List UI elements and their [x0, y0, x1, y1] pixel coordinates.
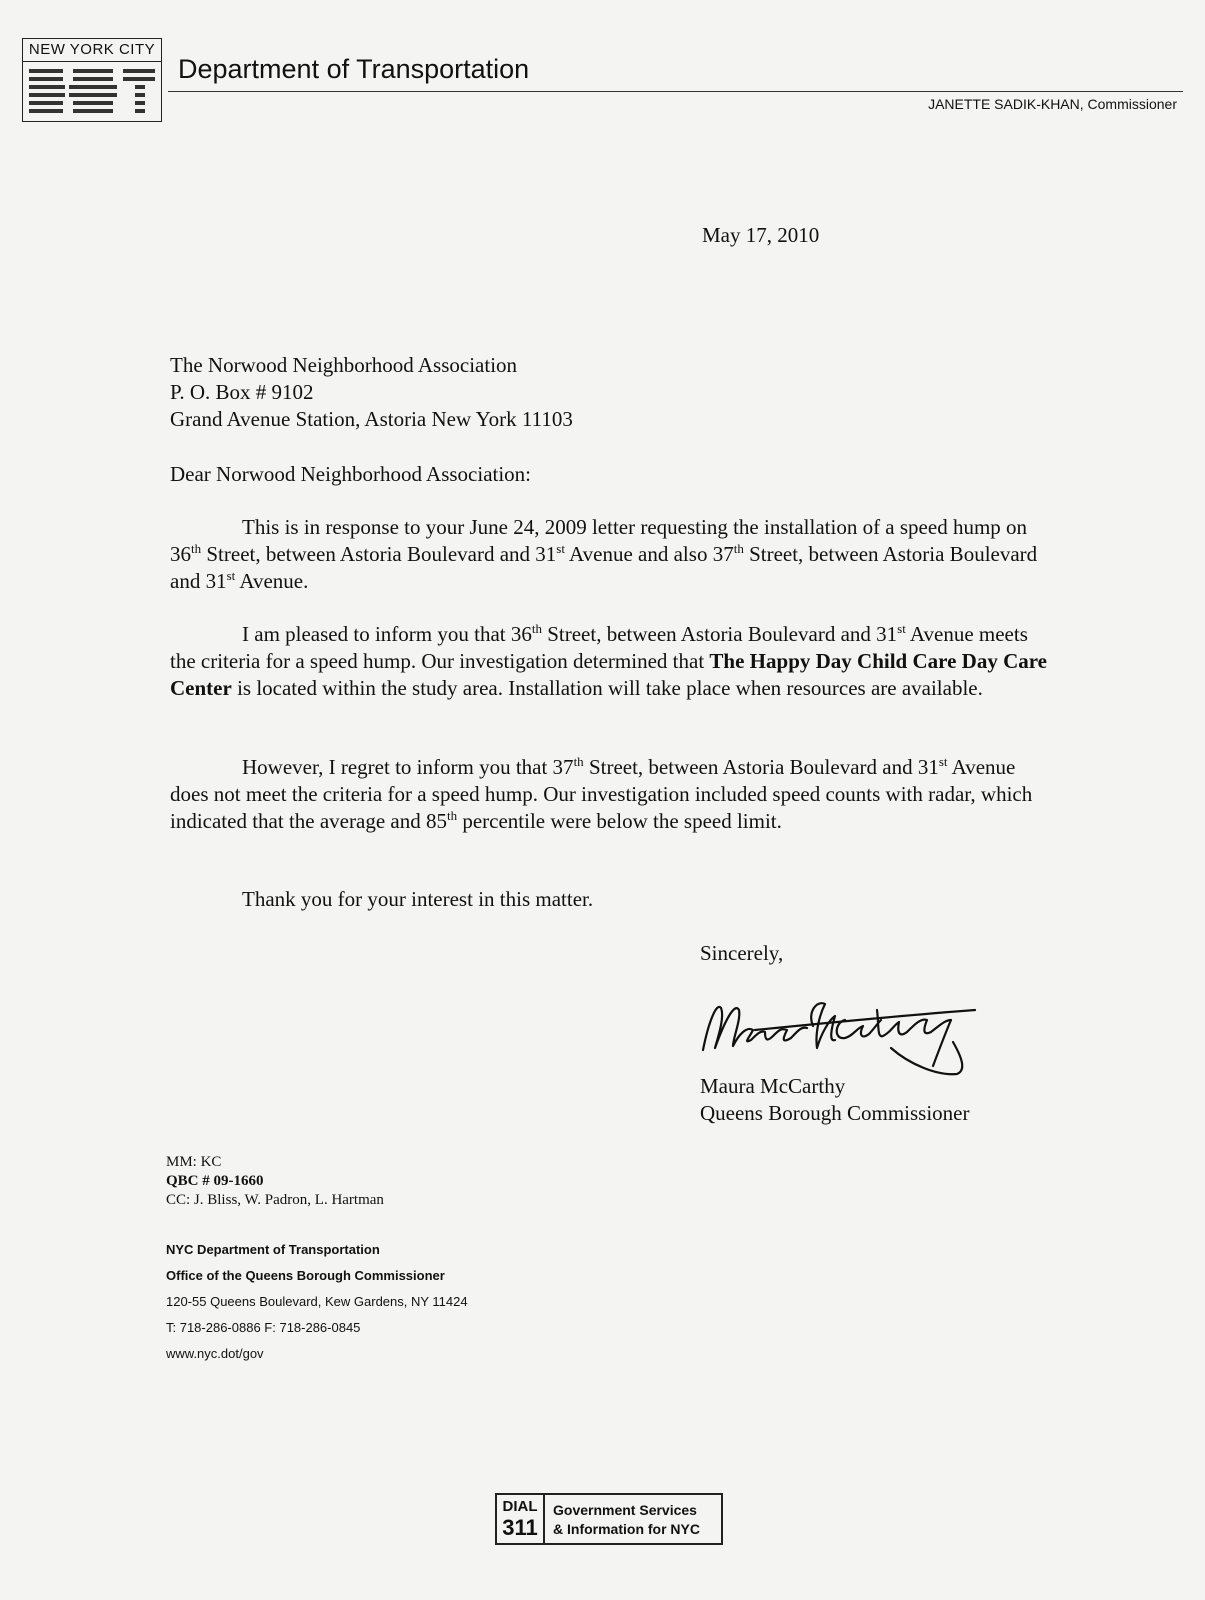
footer-phone: T: 718-286-0886 F: 718-286-0845 [166, 1320, 361, 1335]
address-line: Grand Avenue Station, Astoria New York 11103 [170, 407, 573, 431]
footer-address: 120-55 Queens Boulevard, Kew Gardens, NY 11424 [166, 1294, 468, 1309]
dial-311-badge [495, 1493, 723, 1545]
paragraph-request: This is in response to your June 24, 2009 letter requesting the installation of a speed hump on 36th Street, between Astoria Boulevard and 31st Avenue and also 37th Street, between Astoria Boulevard and 31st Avenue. [170, 515, 1038, 593]
address-line: The Norwood Neighborhood Association [170, 353, 518, 377]
footer-website[interactable]: www.nyc.dot/gov [166, 1346, 264, 1361]
dial-311-number-block [497, 1495, 545, 1543]
dot-logo [22, 38, 162, 122]
address-line: P. O. Box # 9102 [170, 380, 314, 404]
dot-logo-mark [29, 65, 155, 115]
signer-title: Queens Borough Commissioner [700, 1101, 970, 1125]
day-care-center-name: The Happy Day Child Care Day Care Center [170, 649, 1048, 700]
department-title: Department of Transportation [178, 54, 530, 84]
paragraph-denied: However, I regret to inform you that 37th Street, between Astoria Boulevard and 31st Avenue does not meet the criteria for a speed hump. Our investigation included speed counts with radar, which indicated that the average and 85th percentile were below the speed limit. [170, 754, 1033, 833]
recipient-address [170, 352, 573, 433]
initials-reference: MM: KC [166, 1154, 222, 1170]
signer-name: Maura McCarthy [700, 1074, 846, 1098]
salutation: Dear Norwood Neighborhood Association: [170, 462, 532, 486]
dial-311-description: Government Services & Information for NYC [553, 1502, 700, 1537]
header-divider [168, 91, 1183, 92]
paragraph-thanks: Thank you for your interest in this matter. [242, 887, 594, 911]
closing: Sincerely, [700, 941, 784, 965]
footer-org: NYC Department of Transportation [166, 1242, 380, 1257]
logo-city-text: NEW YORK CITY [23, 39, 161, 62]
dial-word: DIAL [502, 1498, 538, 1515]
dial-number: 311 [502, 1515, 538, 1540]
paragraph-approved: I am pleased to inform you that 36th Street, between Astoria Boulevard and 31st Avenue meets the criteria for a speed hump. Our investigation determined that The Happy Day Child Care Day Care Center is located within the study area. Installation will take place when resources are available. [170, 621, 1048, 700]
qbc-number: QBC # 09-1660 [166, 1173, 264, 1189]
commissioner-line: JANETTE SADIK-KHAN, Commissioner [928, 96, 1177, 112]
letter-date: May 17, 2010 [702, 223, 820, 247]
footer-office: Office of the Queens Borough Commissioner [166, 1268, 445, 1283]
cc-list: CC: J. Bliss, W. Padron, L. Hartman [166, 1192, 384, 1208]
